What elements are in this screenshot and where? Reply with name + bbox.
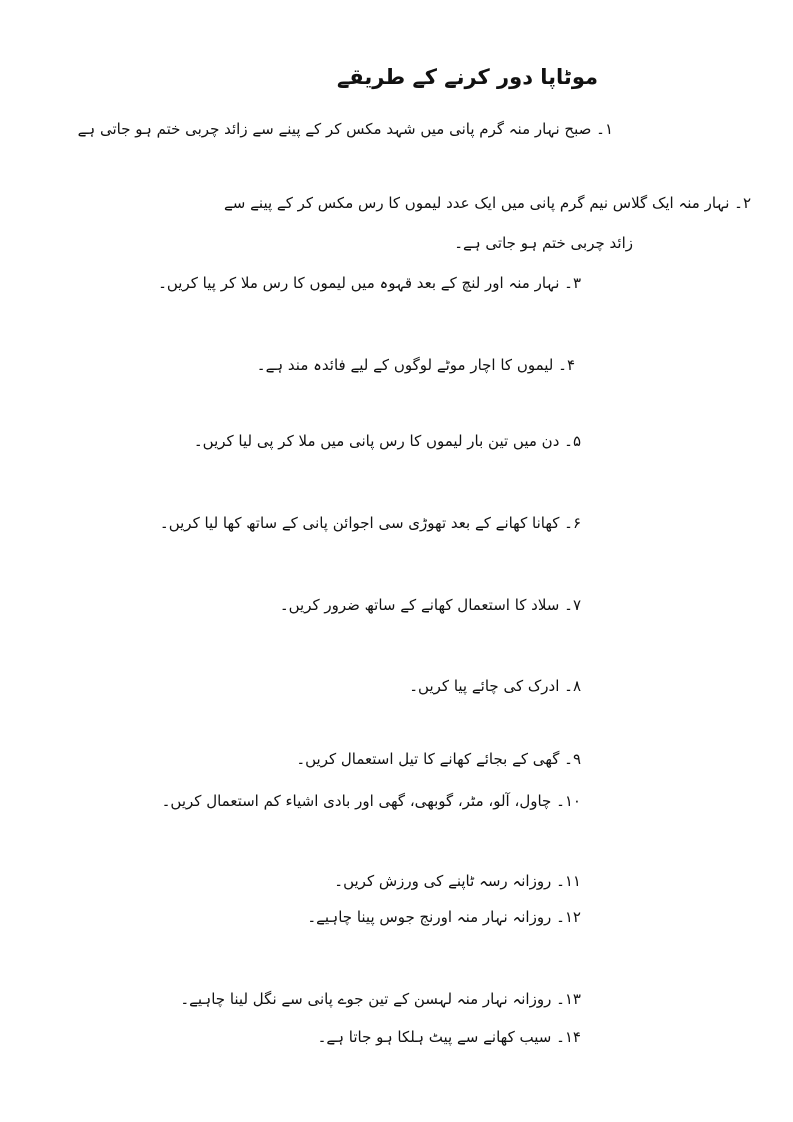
- list-item: ۲۔ نہار منہ ایک گلاس نیم گرم پانی میں ایک عدد لیموں کا رس مکس کر کے پینے سے: [224, 194, 751, 212]
- list-item: ۱۔ صبح نہار منہ گرم پانی میں شہد مکس کر کے پینے سے زائد چربی ختم ہو جاتی ہے: [77, 120, 613, 138]
- list-item: ۱۴۔ سیب کھانے سے پیٹ ہلکا ہو جاتا ہے۔: [317, 1028, 581, 1046]
- list-item: ۴۔ لیموں کا اچار موٹے لوگوں کے لیے فائدہ مند ہے۔: [256, 356, 575, 374]
- list-item: ۱۲۔ روزانہ نہار منہ اورنج جوس پینا چاہیے۔: [307, 908, 581, 926]
- list-item: ۳۔ نہار منہ اور لنچ کے بعد قہوہ میں لیموں کا رس ملا کر پیا کریں۔: [158, 274, 581, 292]
- list-item-continuation: زائد چربی ختم ہو جاتی ہے۔: [454, 234, 633, 252]
- list-item: ۵۔ دن میں تین بار لیموں کا رس پانی میں ملا کر پی لیا کریں۔: [193, 432, 581, 450]
- list-item: ۱۰۔ چاول، آلو، مٹر، گوبھی، گھی اور بادی اشیاء کم استعمال کریں۔: [161, 792, 581, 810]
- list-item: ۹۔ گھی کے بجائے کھانے کا تیل استعمال کریں۔: [296, 750, 581, 768]
- page-title: موٹاپا دور کرنے کے طریقے: [336, 65, 598, 89]
- list-item: ۶۔ کھانا کھانے کے بعد تھوڑی سی اجوائن پانی کے ساتھ کھا لیا کریں۔: [159, 514, 581, 532]
- list-item: ۱۱۔ روزانہ رسہ ٹاپنے کی ورزش کریں۔: [334, 872, 581, 890]
- list-item: ۷۔ سلاد کا استعمال کھانے کے ساتھ ضرور کریں۔: [279, 596, 581, 614]
- list-item: ۱۳۔ روزانہ نہار منہ لہسن کے تین جوے پانی سے نگل لینا چاہیے۔: [180, 990, 581, 1008]
- list-item: ۸۔ ادرک کی چائے پیا کریں۔: [409, 677, 581, 695]
